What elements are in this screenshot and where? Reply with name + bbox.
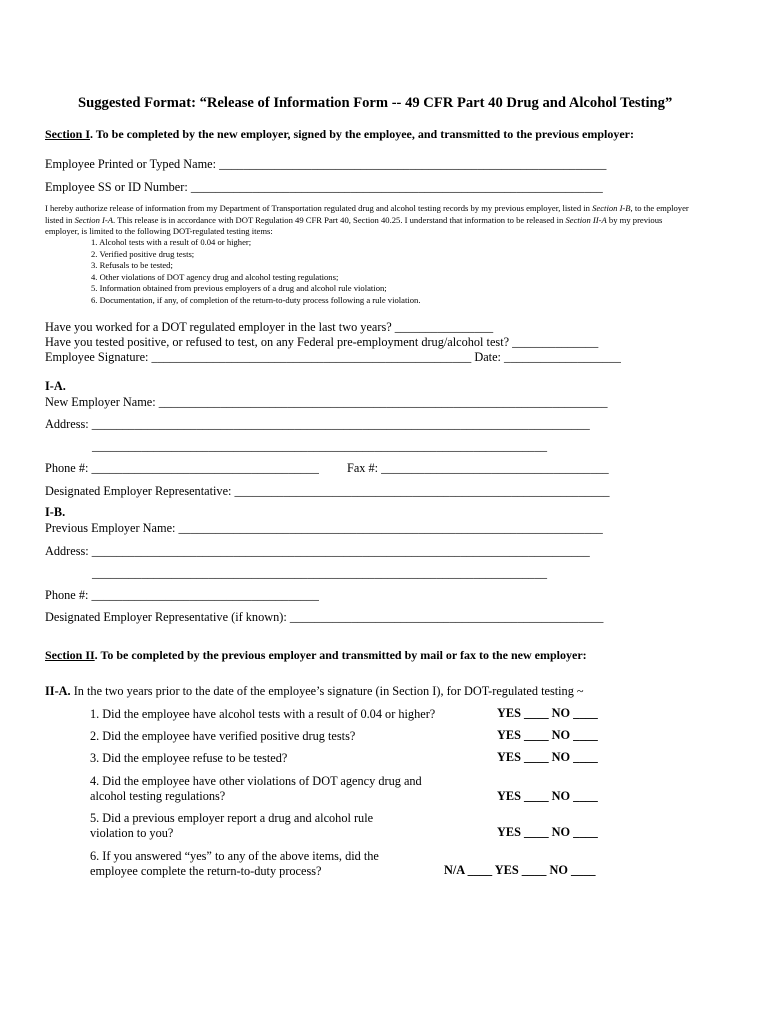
list-item: 6. Documentation, if any, of completion of the return-to-duty process following a rule violation. [91,294,421,305]
section-iia-text: In the two years prior to the date of the employee’s signature (in Section I), for DOT-regulated testing ~ [70,684,584,698]
new-employer-address-field[interactable]: Address: _________________________________________________________________________________ [45,417,590,431]
list-item: 3. Refusals to be tested; [91,260,173,270]
list-item: 4. Other violations of DOT agency drug and alcohol testing regulations; [91,271,339,282]
section-2-heading [45,649,587,661]
auth-text-1: I hereby authorize release of information from my Department of Transportation regulated drug and alcohol testing records by my previous employer, listed in [45,203,593,213]
question-6-line2: employee complete the return-to-duty process? [90,864,322,878]
previous-employer-name-field[interactable]: Previous Employer Name: _____________________________________________________________________ [45,521,603,535]
section-iia-label: II-A. [45,684,71,698]
section-1-instruction: . To be completed by the new employer, signed by the employee, and transmitted to the previous employer: [90,127,634,141]
question-1: 1. Did the employee have alcohol tests with a result of 0.04 or higher? [90,707,436,721]
new-employer-phone-field[interactable]: Phone #: _____________________________________ [45,461,319,475]
previous-employer-der-field[interactable]: Designated Employer Representative (if known): ___________________________________________________ [45,610,604,624]
section-iia-intro [45,685,584,697]
question-4-line1: 4. Did the employee have other violations of DOT agency drug and [90,774,422,788]
question-5-line1: 5. Did a previous employer report a drug and alcohol rule [90,811,374,825]
question-5-line2: violation to you? [90,826,174,840]
previous-employer-address-field[interactable]: Address: _________________________________________________________________________________ [45,544,590,558]
auth-ref-section-iia: Section II-A [565,214,607,225]
question-1-answer[interactable]: YES ____ NO ____ [497,706,598,720]
new-employer-name-field[interactable]: New Employer Name: _________________________________________________________________________ [45,395,608,409]
section-2-label: Section II [45,648,95,662]
auth-ref-section-ib: Section I-B [592,203,631,213]
question-3-answer[interactable]: YES ____ NO ____ [497,750,598,764]
auth-text-3: . This release is in accordance with DOT Regulation 49 CFR Part 40, Section 40.25. I understand that information to be released in [113,214,566,225]
authorization-paragraph [45,203,691,238]
list-item: 5. Information obtained from previous employers of a drug and alcohol rule violation; [91,283,387,293]
question-6-line1: 6. If you answered “yes” to any of the above items, did the [90,849,379,863]
section-ib-label: I-B. [45,505,66,519]
question-6-answer[interactable]: N/A ____ YES ____ NO ____ [444,863,596,877]
question-5-answer[interactable]: YES ____ NO ____ [497,825,598,839]
auth-text-4: by my previous employer, is limited to the following DOT-regulated testing items: [45,214,663,236]
new-employer-address-line2-field[interactable]: __________________________________________________________________________ [92,439,547,453]
list-item: 2. Verified positive drug tests; [91,248,195,259]
new-employer-fax-field[interactable]: Fax #: _____________________________________ [347,461,609,475]
list-item: 1. Alcohol tests with a result of 0.04 or higher; [91,237,252,247]
previous-employer-phone-field[interactable]: Phone #: _____________________________________ [45,588,319,602]
employee-signature-field[interactable]: Employee Signature: ____________________________________________________ Date: ___________________ [45,350,621,364]
auth-ref-section-ia: Section I-A [74,214,114,225]
testing-items-list [91,237,421,306]
question-2-answer[interactable]: YES ____ NO ____ [497,728,598,742]
tested-positive-question[interactable]: Have you tested positive, or refused to test, on any Federal pre-employment drug/alcohol test? ______________ [45,335,599,349]
auth-text-2: , to the employer listed in [45,203,689,225]
question-3: 3. Did the employee refuse to be tested? [90,751,288,765]
employee-ssn-field[interactable]: Employee SS or ID Number: ___________________________________________________________________ [45,180,603,194]
form-title: Suggested Format: “Release of Information Form -- 49 CFR Part 40 Drug and Alcohol Testing” [78,95,673,111]
previous-employer-address-line2-field[interactable]: __________________________________________________________________________ [92,566,547,580]
section-ia-label: I-A. [45,379,66,393]
question-4-line2: alcohol testing regulations? [90,789,226,803]
section-1-label: Section I [45,127,90,141]
section-1-heading [45,128,634,140]
section-2-instruction: . To be completed by the previous employer and transmitted by mail or fax to the new employer: [94,648,587,662]
employee-name-field[interactable]: Employee Printed or Typed Name: _______________________________________________________________ [45,157,607,171]
new-employer-der-field[interactable]: Designated Employer Representative: _____________________________________________________________ [45,484,610,498]
question-4-answer[interactable]: YES ____ NO ____ [497,789,598,803]
worked-dot-question[interactable]: Have you worked for a DOT regulated employer in the last two years? ________________ [45,320,494,334]
question-2: 2. Did the employee have verified positive drug tests? [90,729,356,743]
